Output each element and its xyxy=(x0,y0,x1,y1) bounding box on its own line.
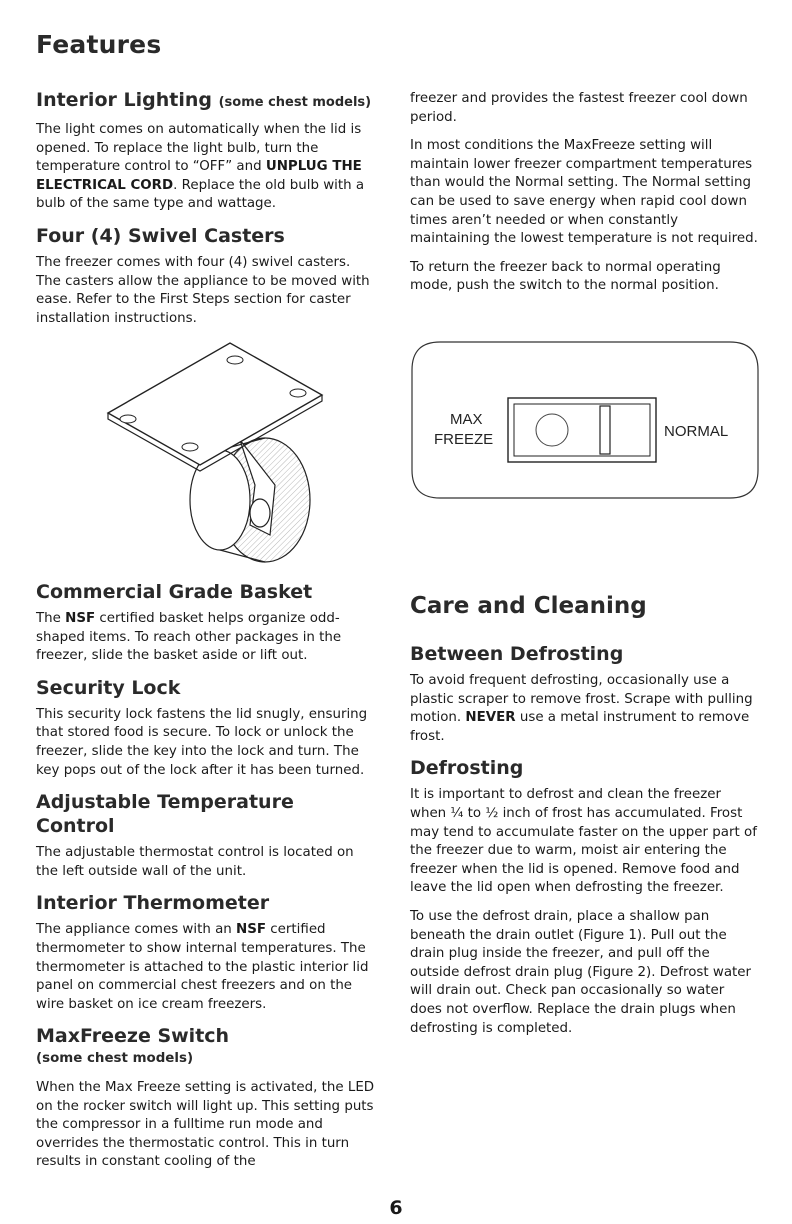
interior-lighting-heading xyxy=(36,88,378,115)
maxfreeze-continued-3: To return the freezer back to normal operating mode, push the switch to the normal position. xyxy=(410,259,721,294)
temp-control-heading: Adjustable Temperature Control xyxy=(36,791,294,838)
interior-lighting-body: The light comes on automatically when the lid is opened. To replace the light bulb, turn the temperature control to “OFF” and UNPLUG THE ELECTRICAL CORD. Replace the old bulb with a bulb of the same type and wattage. xyxy=(36,122,365,212)
defrost-drain-body: To use the defrost drain, place a shallow pan beneath the drain outlet (Figure 1). Pull out the drain plug inside the freezer, and pull off the outside defrost drain plug (Figure 2). Defrost water will drain out. Check pan occasionally so water does not overflow. Replace the drain plugs when defrosting is completed. xyxy=(410,908,752,1036)
maxfreeze-heading: MaxFreeze Switch xyxy=(36,1025,230,1048)
maxfreeze-continued-2: In most conditions the MaxFreeze setting will maintain lower freezer compartment temperatures than would the Normal setting. The Normal setting can be used to save energy when rapid cool down times aren’t needed or when constantly maintaining the lowest temperature is not required. xyxy=(410,138,758,247)
casters-body: The freezer comes with four (4) swivel casters. The casters allow the appliance to be moved with ease. Refer to the First Steps section for caster installation instructions. xyxy=(36,254,370,326)
care-heading: Care and Cleaning xyxy=(410,593,647,619)
left-column-top xyxy=(36,88,378,338)
switch-label-max: MAX xyxy=(450,411,483,428)
maxfreeze-body: When the Max Freeze setting is activated, the LED on the rocker switch will light up. This setting puts the compressor in a fulltime run mode and overrides the thermostatic control. This in turn results in constant cooling of the xyxy=(36,1079,375,1170)
defrosting-body: It is important to defrost and clean the freezer when ¼ to ½ inch of frost has accumulated. Frost may tend to accumulate faster on the upper part of the freezer due to warm, moist air entering the freezer when the lid is opened. Remove food and leave the lid open when defrosting the freezer. xyxy=(410,787,757,896)
left-column-bottom xyxy=(36,580,378,1182)
page-title: Features xyxy=(36,30,162,59)
lock-heading: Security Lock xyxy=(36,676,181,699)
defrosting-heading: Defrosting xyxy=(410,757,524,780)
between-defrosting-heading: Between Defrosting xyxy=(410,643,624,665)
maxfreeze-note: (some chest models) xyxy=(36,1051,194,1067)
switch-label-freeze: FREEZE xyxy=(434,431,494,448)
temp-control-body: The adjustable thermostat control is located on the left outside wall of the unit. xyxy=(36,845,354,879)
basket-heading: Commercial Grade Basket xyxy=(36,581,313,603)
interior-lighting-note: (some chest models) xyxy=(218,95,372,110)
page-number: 6 xyxy=(389,1197,403,1219)
maxfreeze-switch-diagram xyxy=(410,340,760,500)
caster-illustration xyxy=(100,335,340,565)
interior-lighting-title: Interior Lighting xyxy=(36,89,212,111)
between-defrosting-body: To avoid frequent defrosting, occasionally use a plastic scraper to remove frost. Scrape with pulling motion. NEVER use a metal instrument to remove frost. xyxy=(410,673,753,744)
switch-label-normal: NORMAL xyxy=(664,423,729,440)
thermometer-body: The appliance comes with an NSF certified thermometer to show internal temperatures. The thermometer is attached to the plastic interior lid panel on commercial chest freezers and on the wire basket on ice cream freezers. xyxy=(36,922,369,1012)
right-column-bottom xyxy=(410,592,760,1048)
lock-body: This security lock fastens the lid snugly, ensuring that stored food is secure. To lock or unlock the freezer, slide the key into the lock and turn. The key pops out of the lock after it has been turned. xyxy=(36,706,368,778)
basket-body: The NSF certified basket helps organize odd-shaped items. To reach other packages in the freezer, slide the basket aside or lift out. xyxy=(36,611,342,664)
maxfreeze-continued-1: freezer and provides the fastest freezer cool down period. xyxy=(410,91,748,125)
casters-heading: Four (4) Swivel Casters xyxy=(36,224,285,247)
right-column-top xyxy=(410,90,760,306)
thermometer-heading: Interior Thermometer xyxy=(36,892,270,915)
